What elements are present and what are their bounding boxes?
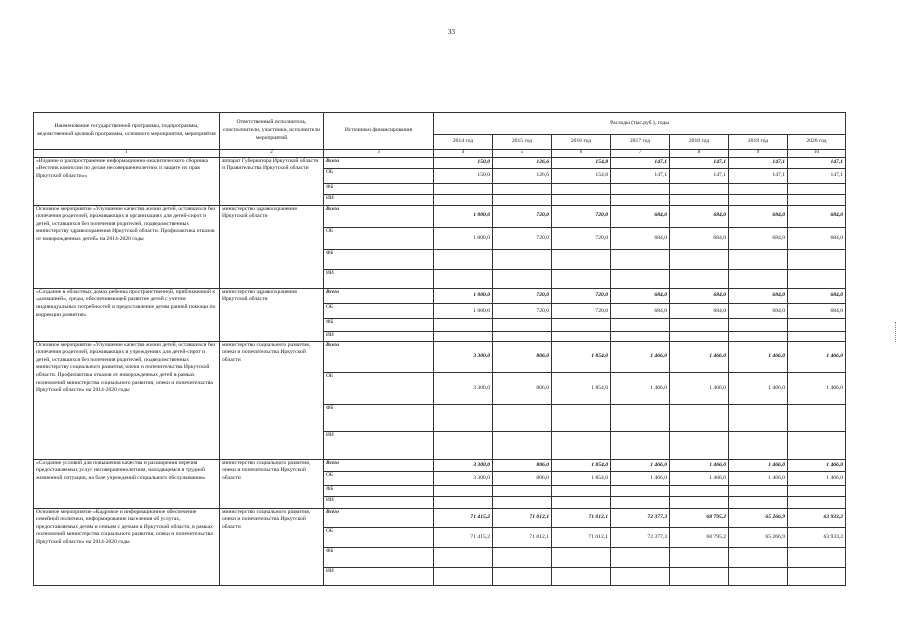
- value-cell: 147,1: [611, 168, 670, 183]
- value-cell: 72 377,3: [611, 508, 670, 527]
- value-cell: [611, 548, 670, 567]
- value-cell: [611, 195, 670, 205]
- value-cell: 1 466,0: [729, 341, 788, 373]
- value-cell: 720,0: [552, 205, 611, 227]
- value-cell: [611, 269, 670, 288]
- value-cell: [788, 567, 846, 585]
- value-cell: [788, 250, 846, 269]
- header-year: 2014 год: [434, 135, 493, 149]
- source-label: ИИ: [324, 269, 434, 288]
- table-row: [34, 205, 846, 227]
- value-cell: 684,0: [611, 227, 670, 249]
- value-cell: [670, 497, 729, 508]
- value-cell: [493, 404, 552, 431]
- value-cell: [493, 250, 552, 269]
- value-cell: 684,0: [611, 288, 670, 303]
- source-label: ИИ: [324, 195, 434, 205]
- value-cell: 1 466,0: [611, 341, 670, 373]
- value-cell: 806,0: [493, 373, 552, 405]
- header-year: 2020 год: [788, 135, 846, 149]
- value-cell: [788, 269, 846, 288]
- value-cell: [611, 250, 670, 269]
- value-cell: [611, 184, 670, 195]
- financing-table: [33, 112, 846, 586]
- value-cell: [670, 250, 729, 269]
- value-cell: 1 466,0: [670, 459, 729, 471]
- value-cell: [611, 497, 670, 508]
- value-cell: [729, 269, 788, 288]
- value-cell: [434, 432, 493, 459]
- value-cell: 1 000,0: [434, 304, 493, 319]
- value-cell: 72 377,3: [611, 527, 670, 547]
- value-cell: [788, 331, 846, 341]
- value-cell: 720,0: [552, 227, 611, 249]
- value-cell: 3 300,0: [434, 471, 493, 485]
- source-label: ФБ: [324, 548, 434, 567]
- source-label: ФБ: [324, 250, 434, 269]
- value-cell: [788, 184, 846, 195]
- table-row: [34, 341, 846, 373]
- value-cell: 1 466,0: [611, 471, 670, 485]
- value-cell: 154,8: [552, 157, 611, 168]
- value-cell: 65 266,9: [729, 508, 788, 527]
- value-cell: 1 854,0: [552, 459, 611, 471]
- value-cell: 684,0: [729, 227, 788, 249]
- value-cell: [670, 404, 729, 431]
- value-cell: 684,0: [729, 304, 788, 319]
- value-cell: 126,6: [493, 168, 552, 183]
- table-row: [34, 288, 846, 303]
- value-cell: [552, 250, 611, 269]
- value-cell: 1 854,0: [552, 471, 611, 485]
- value-cell: 684,0: [670, 227, 729, 249]
- col-number: 10: [788, 149, 846, 157]
- value-cell: 1 466,0: [611, 373, 670, 405]
- value-cell: 1 000,0: [434, 227, 493, 249]
- row-executor: министерство социального развития, опеки и попечительства Иркутской области: [220, 508, 324, 585]
- source-label: ФБ: [324, 404, 434, 431]
- value-cell: 63 933,2: [788, 527, 846, 547]
- value-cell: [729, 250, 788, 269]
- value-cell: 720,0: [552, 304, 611, 319]
- source-label: Всего: [324, 459, 434, 471]
- row-name: «Создание условий для повышения качества и расширения перечня предоставляемых услуг несовершеннолетним, находящимся в трудной жизненной ситуации, на базе учреждений социального обслуживания»: [34, 459, 220, 508]
- source-label: ОБ: [324, 527, 434, 547]
- value-cell: [552, 269, 611, 288]
- value-cell: [729, 195, 788, 205]
- col-number: 5: [493, 149, 552, 157]
- header-executor: Ответственный исполнитель, соисполнители, участники, исполнители мероприятий: [220, 113, 324, 150]
- header-sources: Источники финансирования: [324, 113, 434, 150]
- col-number: 1: [34, 149, 220, 157]
- value-cell: 684,0: [611, 304, 670, 319]
- value-cell: [611, 319, 670, 331]
- value-cell: [552, 486, 611, 497]
- value-cell: 806,0: [493, 459, 552, 471]
- row-name: «Создание в областных домах ребенка пространственной, приближенной к «домашней», среды, обеспечивающей развитие детей с учетом индивидуальных потребностей и предоставление детям ранней помощи по коррекции развития»: [34, 288, 220, 341]
- value-cell: 684,0: [670, 205, 729, 227]
- value-cell: 63 933,2: [788, 508, 846, 527]
- value-cell: [493, 269, 552, 288]
- value-cell: 147,1: [729, 168, 788, 183]
- value-cell: [493, 432, 552, 459]
- value-cell: 1 466,0: [670, 471, 729, 485]
- value-cell: [611, 486, 670, 497]
- value-cell: 684,0: [788, 205, 846, 227]
- source-label: ОБ: [324, 471, 434, 485]
- value-cell: 684,0: [670, 304, 729, 319]
- value-cell: 720,0: [493, 227, 552, 249]
- value-cell: [434, 319, 493, 331]
- header-name: Наименование государственной программы, подпрограммы, ведомственной целевой программы, основного мероприятия, мероприятия: [34, 113, 220, 150]
- value-cell: [788, 497, 846, 508]
- table-row: [34, 157, 846, 168]
- value-cell: 147,1: [729, 157, 788, 168]
- value-cell: [434, 486, 493, 497]
- value-cell: 71 012,1: [552, 508, 611, 527]
- value-cell: [552, 548, 611, 567]
- value-cell: 720,0: [493, 205, 552, 227]
- value-cell: [611, 432, 670, 459]
- source-label: ОБ: [324, 168, 434, 183]
- value-cell: 720,0: [552, 288, 611, 303]
- col-number: 4: [434, 149, 493, 157]
- value-cell: 1 000,0: [434, 288, 493, 303]
- source-label: ИИ: [324, 432, 434, 459]
- value-cell: [552, 432, 611, 459]
- source-label: ИИ: [324, 331, 434, 341]
- value-cell: 684,0: [729, 288, 788, 303]
- value-cell: [729, 331, 788, 341]
- value-cell: [434, 567, 493, 585]
- value-cell: [788, 404, 846, 431]
- source-label: Всего: [324, 288, 434, 303]
- value-cell: 1 466,0: [729, 373, 788, 405]
- value-cell: 3 300,0: [434, 373, 493, 405]
- row-executor: министерство социального развития, опеки и попечительства Иркутской области: [220, 459, 324, 508]
- value-cell: [434, 331, 493, 341]
- value-cell: [434, 269, 493, 288]
- value-cell: [729, 319, 788, 331]
- source-label: Всего: [324, 205, 434, 227]
- value-cell: [552, 497, 611, 508]
- value-cell: 1 466,0: [729, 459, 788, 471]
- value-cell: [552, 319, 611, 331]
- col-number: 8: [670, 149, 729, 157]
- page-number: 33: [448, 28, 455, 36]
- row-name: «Издание и распространение информационно-аналитического сборника «Вестник комиссии по делам несовершеннолетних и защите их прав Иркутской области»»: [34, 157, 220, 205]
- value-cell: [729, 497, 788, 508]
- value-cell: 806,0: [493, 341, 552, 373]
- value-cell: [729, 567, 788, 585]
- value-cell: [670, 548, 729, 567]
- row-executor: министерство здравоохранения Иркутской области: [220, 288, 324, 341]
- value-cell: 806,0: [493, 471, 552, 485]
- value-cell: 150,0: [434, 157, 493, 168]
- value-cell: 147,1: [611, 157, 670, 168]
- value-cell: [729, 432, 788, 459]
- header-year: 2019 год: [729, 135, 788, 149]
- value-cell: 1 000,0: [434, 205, 493, 227]
- value-cell: [670, 331, 729, 341]
- value-cell: 65 266,9: [729, 527, 788, 547]
- value-cell: 71 415,2: [434, 508, 493, 527]
- value-cell: 1 466,0: [788, 459, 846, 471]
- value-cell: 1 466,0: [611, 459, 670, 471]
- value-cell: 147,1: [670, 157, 729, 168]
- source-label: ОБ: [324, 373, 434, 405]
- value-cell: [670, 195, 729, 205]
- value-cell: 147,1: [670, 168, 729, 183]
- value-cell: 3 300,0: [434, 459, 493, 471]
- value-cell: 3 300,0: [434, 341, 493, 373]
- source-label: Всего: [324, 341, 434, 373]
- value-cell: [552, 195, 611, 205]
- row-executor: министерство здравоохранения Иркутской области: [220, 205, 324, 288]
- value-cell: 684,0: [729, 205, 788, 227]
- value-cell: 71 012,1: [552, 527, 611, 547]
- source-label: ОБ: [324, 304, 434, 319]
- value-cell: 68 795,2: [670, 508, 729, 527]
- value-cell: [493, 548, 552, 567]
- value-cell: [729, 404, 788, 431]
- value-cell: 1 466,0: [788, 341, 846, 373]
- value-cell: 1 466,0: [729, 471, 788, 485]
- value-cell: [493, 486, 552, 497]
- value-cell: 71 415,2: [434, 527, 493, 547]
- value-cell: 720,0: [493, 288, 552, 303]
- value-cell: [552, 567, 611, 585]
- table-row: [34, 508, 846, 527]
- table-row: [34, 459, 846, 471]
- value-cell: [788, 486, 846, 497]
- header-year: 2015 год: [493, 135, 552, 149]
- header-year: 2016 год: [552, 135, 611, 149]
- value-cell: [670, 269, 729, 288]
- source-label: Всего: [324, 508, 434, 527]
- value-cell: [788, 548, 846, 567]
- value-cell: 720,0: [493, 304, 552, 319]
- value-cell: [729, 548, 788, 567]
- value-cell: [611, 331, 670, 341]
- source-label: ФБ: [324, 184, 434, 195]
- value-cell: [670, 432, 729, 459]
- col-number: 9: [729, 149, 788, 157]
- value-cell: [493, 319, 552, 331]
- source-label: ФБ: [324, 319, 434, 331]
- source-label: ИИ: [324, 497, 434, 508]
- header-year: 2018 год: [670, 135, 729, 149]
- value-cell: 684,0: [670, 288, 729, 303]
- col-number: 3: [324, 149, 434, 157]
- value-cell: [788, 319, 846, 331]
- value-cell: 1 466,0: [788, 471, 846, 485]
- value-cell: [611, 567, 670, 585]
- value-cell: 126,6: [493, 157, 552, 168]
- value-cell: [670, 184, 729, 195]
- source-label: Всего: [324, 157, 434, 168]
- value-cell: [611, 404, 670, 431]
- value-cell: [552, 184, 611, 195]
- value-cell: [788, 195, 846, 205]
- value-cell: 684,0: [788, 304, 846, 319]
- value-cell: [493, 195, 552, 205]
- value-cell: [788, 432, 846, 459]
- value-cell: [434, 497, 493, 508]
- value-cell: [434, 184, 493, 195]
- value-cell: [493, 184, 552, 195]
- value-cell: [729, 184, 788, 195]
- value-cell: [552, 404, 611, 431]
- value-cell: [434, 404, 493, 431]
- value-cell: [493, 331, 552, 341]
- value-cell: [493, 567, 552, 585]
- value-cell: 71 012,1: [493, 527, 552, 547]
- col-number: 7: [611, 149, 670, 157]
- value-cell: [670, 486, 729, 497]
- value-cell: [670, 319, 729, 331]
- value-cell: 71 012,1: [493, 508, 552, 527]
- row-name: Основное мероприятие «Кадровое и информационное обеспечение семейной политики, информирование населения об услугах, предоставляемых детям и семьям с детьми в Иркутской области, в рамках полномочий министерства социального развития, опеки и попечительства Иркутской области» на 2014-2020 годы: [34, 508, 220, 585]
- value-cell: 147,1: [788, 168, 846, 183]
- value-cell: 1 466,0: [788, 373, 846, 405]
- value-cell: 150,0: [434, 168, 493, 183]
- value-cell: 1 466,0: [670, 341, 729, 373]
- value-cell: 1 854,0: [552, 341, 611, 373]
- value-cell: 68 795,2: [670, 527, 729, 547]
- value-cell: [434, 548, 493, 567]
- row-executor: аппарат Губернатора Иркутской области и Правительства Иркутской области: [220, 157, 324, 205]
- value-cell: [670, 567, 729, 585]
- value-cell: 684,0: [611, 205, 670, 227]
- value-cell: 1 854,0: [552, 373, 611, 405]
- margin-mark: [895, 322, 897, 342]
- value-cell: 147,1: [788, 157, 846, 168]
- value-cell: [493, 497, 552, 508]
- value-cell: 684,0: [788, 288, 846, 303]
- value-cell: 154,8: [552, 168, 611, 183]
- col-number: 6: [552, 149, 611, 157]
- col-number: 2: [220, 149, 324, 157]
- source-label: ИИ: [324, 567, 434, 585]
- source-label: ФБ: [324, 486, 434, 497]
- row-name: Основное мероприятие «Улучшение качества жизни детей, оставшихся без попечения родителей, проживающих в учреждениях для детей-сирот и детей, оставшихся без попечения родителей, подведомственных министерству социального развития, опеки и попечительства Иркутской области. Профилактика отказов от новорожденных детей в рамках полномочий министерства социального развития, опеки и попечительства Иркутской области» на 2014-2020 годы: [34, 341, 220, 459]
- header-year: 2017 год: [611, 135, 670, 149]
- row-name: Основное мероприятие «Улучшение качества жизни детей, оставшихся без попечения родителей, проживающих в организациях для детей-сирот и детей, оставшихся без попечения родителей, подведомственных министерству здравоохранения Иркутской области. Профилактика отказов от новорожденных детей» на 2014-2020 годы: [34, 205, 220, 288]
- value-cell: 684,0: [788, 227, 846, 249]
- row-executor: министерство социального развития, опеки и попечительства Иркутской области: [220, 341, 324, 459]
- header-expenses: Расходы (тыс.руб.), годы: [434, 113, 846, 135]
- source-label: ОБ: [324, 227, 434, 249]
- value-cell: 1 466,0: [670, 373, 729, 405]
- value-cell: [434, 195, 493, 205]
- value-cell: [552, 331, 611, 341]
- value-cell: [434, 250, 493, 269]
- value-cell: [729, 486, 788, 497]
